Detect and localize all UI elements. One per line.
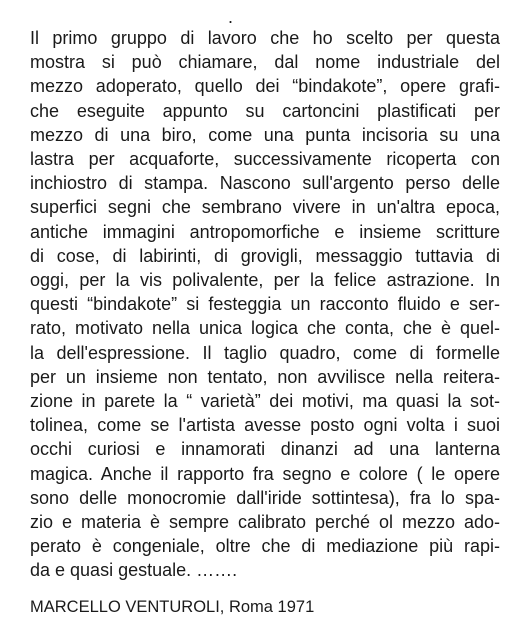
- paragraph-line: che eseguite appunto su cartoncini plastificati per: [30, 100, 500, 121]
- paragraph-line: tolinea, come se l'artista avesse posto ogni volta i suoi: [30, 415, 500, 436]
- paragraph-line: per un insieme non tentato, non avvilisce nella reitera-: [30, 366, 500, 387]
- paragraph-line: oggi, per la vis polivalente, per la felice astrazione. In: [30, 270, 500, 291]
- paragraph-line: superfici segni che sembrano vivere in un'altra epoca,: [30, 197, 500, 218]
- paragraph-last-line: da e quasi gestuale. …….: [30, 560, 238, 581]
- paragraph-line: occhi curiosi e innamorati dinanzi ad una lanterna: [30, 439, 500, 460]
- stray-mark: .: [228, 7, 234, 27]
- paragraph-line: sono delle monocromie dall'iride sottintesa), fra lo spa-: [30, 487, 500, 508]
- paragraph-line: la dell'espressione. Il taglio quadro, come di formelle: [30, 342, 500, 363]
- author-signature: MARCELLO VENTUROLI, Roma 1971: [30, 598, 315, 616]
- paragraph-line: mezzo di una biro, come una punta incisoria su una: [30, 124, 500, 145]
- paragraph-line: mostra si può chiamare, dal nome industriale del: [30, 52, 500, 73]
- paragraph-line: Il primo gruppo di lavoro che ho scelto per questa: [30, 28, 500, 48]
- paragraph-line: perato è congeniale, oltre che di mediazione più rapi-: [30, 536, 500, 557]
- paragraph-line: questi “bindakote” si festeggia un racconto fluido e ser-: [30, 294, 500, 315]
- paragraph-line: magica. Anche il rapporto fra segno e colore ( le opere: [30, 463, 500, 484]
- paragraph-line: inchiostro di stampa. Nascono sull'argento perso delle: [30, 173, 500, 194]
- paragraph-line: zio e materia è sempre calibrato perché ol mezzo ado-: [30, 512, 500, 533]
- paragraph-line: antiche immagini antropomorfiche e insieme scritture: [30, 221, 500, 242]
- paragraph-line: lastra per acquaforte, successivamente ricoperta con: [30, 149, 500, 170]
- paragraph-line: zione in parete la “ varietà” dei motivi, ma quasi la sot-: [30, 391, 500, 412]
- paragraph-line: di cose, di labirinti, di grovigli, messaggio tuttavia di: [30, 245, 500, 266]
- paragraph-line: rato, motivato nella unica logica che conta, che è quel-: [30, 318, 500, 339]
- body-paragraph: [30, 26, 500, 583]
- paragraph-line: mezzo adoperato, quello dei “bindakote”, opere grafi-: [30, 76, 500, 97]
